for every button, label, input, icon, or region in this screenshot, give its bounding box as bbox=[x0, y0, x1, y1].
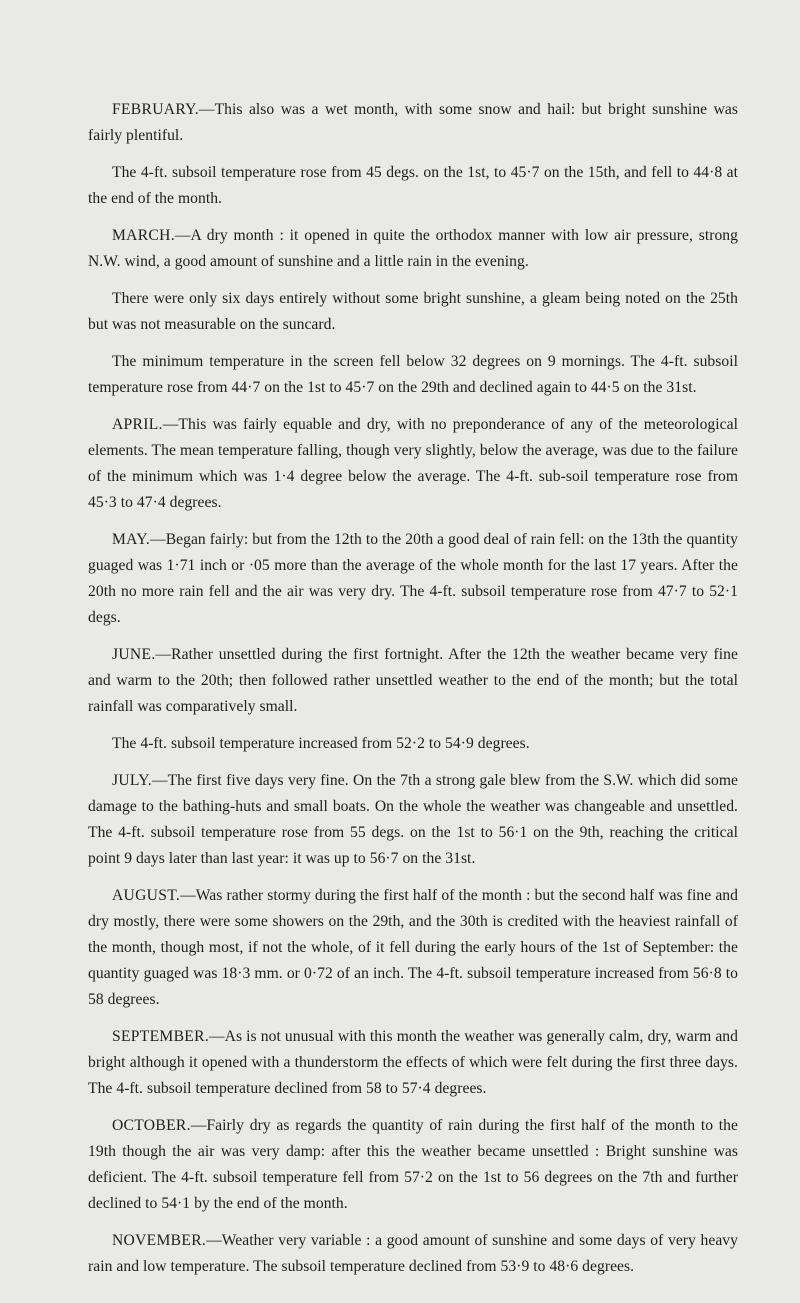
paragraph-text: —Fairly dry as regards the quantity of rain during the first half of the month to the 19th though the air was very damp: after this the weather became unsettled : Bright sunshine was deficient. The 4-ft. subsoil temperature fell from 57·2 on the 1st to 56 degrees on the 7th and further declined to 54·1 by the end of the month. bbox=[88, 1117, 738, 1212]
paragraph-june bbox=[88, 642, 738, 720]
paragraph-text: —Weather very variable : a good amount of sunshine and some days of very heavy rain and low temperature. The subsoil temperature declined from 53·9 to 48·6 degrees. bbox=[88, 1232, 738, 1275]
paragraph-april bbox=[88, 412, 738, 516]
paragraph-september bbox=[88, 1024, 738, 1102]
month-heading-august: AUGUST. bbox=[112, 887, 181, 904]
paragraph-text: —The first five days very fine. On the 7th a strong gale blew from the S.W. which did some damage to the bathing-huts and small boats. On the whole the weather was changeable and unsettled. The 4-ft. subsoil temperature rose from 55 degs. on the 1st to 56·1 on the 9th, reaching the critical point 9 days later than last year: it was up to 56·7 on the 31st. bbox=[88, 772, 738, 867]
paragraph-february-subsoil bbox=[88, 160, 738, 212]
paragraph-june-subsoil bbox=[88, 731, 738, 757]
paragraph-february bbox=[88, 97, 738, 149]
paragraph-august bbox=[88, 883, 738, 1013]
month-heading-april: APRIL. bbox=[112, 416, 163, 433]
month-heading-february: FEBRUARY. bbox=[112, 101, 199, 118]
paragraph-text: —As is not unusual with this month the weather was generally calm, dry, warm and bright although it opened with a thunderstorm the effects of which were felt during the first three days. The 4-ft. subsoil temperature declined from 58 to 57·4 degrees. bbox=[88, 1028, 738, 1097]
month-heading-may: MAY. bbox=[112, 531, 151, 548]
month-heading-june: JUNE. bbox=[112, 646, 156, 663]
month-heading-november: NOVEMBER. bbox=[112, 1232, 207, 1249]
weather-report-text bbox=[88, 97, 738, 1291]
paragraph-july bbox=[88, 768, 738, 872]
paragraph-november bbox=[88, 1228, 738, 1280]
paragraph-march-temperature bbox=[88, 349, 738, 401]
paragraph-text: The 4-ft. subsoil temperature increased from 52·2 to 54·9 degrees. bbox=[112, 735, 530, 752]
paragraph-may bbox=[88, 527, 738, 631]
paragraph-text: —Began fairly: but from the 12th to the 20th a good deal of rain fell: on the 13th the quantity guaged was 1·71 inch or ·05 more than the average of the whole month for the last 17 years. After the 20th no more rain fell and the air was very dry. The 4-ft. subsoil temperature rose from 47·7 to 52·1 degs. bbox=[88, 531, 738, 626]
month-heading-october: OCTOBER. bbox=[112, 1117, 191, 1134]
month-heading-march: MARCH. bbox=[112, 227, 175, 244]
paragraph-text: The 4-ft. subsoil temperature rose from 45 degs. on the 1st, to 45·7 on the 15th, and fell to 44·8 at the end of the month. bbox=[88, 164, 738, 207]
paragraph-text: There were only six days entirely without some bright sunshine, a gleam being noted on the 25th but was not measurable on the suncard. bbox=[88, 290, 738, 333]
paragraph-text: —Was rather stormy during the first half of the month : but the second half was fine and dry mostly, there were some showers on the 29th, and the 30th is credited with the heaviest rainfall of the month, though most, if not the whole, of it fell during the early hours of the 1st of September: the quantity guaged was 18·3 mm. or 0·72 of an inch. The 4-ft. subsoil temperature increased from 56·8 to 58 degrees. bbox=[88, 887, 738, 1008]
month-heading-september: SEPTEMBER. bbox=[112, 1028, 210, 1045]
month-heading-july: JULY. bbox=[112, 772, 152, 789]
paragraph-march-sunshine bbox=[88, 286, 738, 338]
paragraph-text: —Rather unsettled during the first fortnight. After the 12th the weather became very fine and warm to the 20th; then followed rather unsettled weather to the end of the month; but the total rainfall was comparatively small. bbox=[88, 646, 738, 715]
paragraph-text: The minimum temperature in the screen fell below 32 degrees on 9 mornings. The 4-ft. subsoil temperature rose from 44·7 on the 1st to 45·7 on the 29th and declined again to 44·5 on the 31st. bbox=[88, 353, 738, 396]
paragraph-text: —This was fairly equable and dry, with no preponderance of any of the meteorological elements. The mean temperature falling, though very slightly, below the average, was due to the failure of the minimum which was 1·4 degree below the average. The 4-ft. sub-soil temperature rose from 45·3 to 47·4 degrees. bbox=[88, 416, 738, 511]
paragraph-october bbox=[88, 1113, 738, 1217]
paragraph-text: —This also was a wet month, with some snow and hail: but bright sunshine was fairly plentiful. bbox=[88, 101, 738, 144]
paragraph-text: —A dry month : it opened in quite the orthodox manner with low air pressure, strong N.W. wind, a good amount of sunshine and a little rain in the evening. bbox=[88, 227, 738, 270]
paragraph-march bbox=[88, 223, 738, 275]
